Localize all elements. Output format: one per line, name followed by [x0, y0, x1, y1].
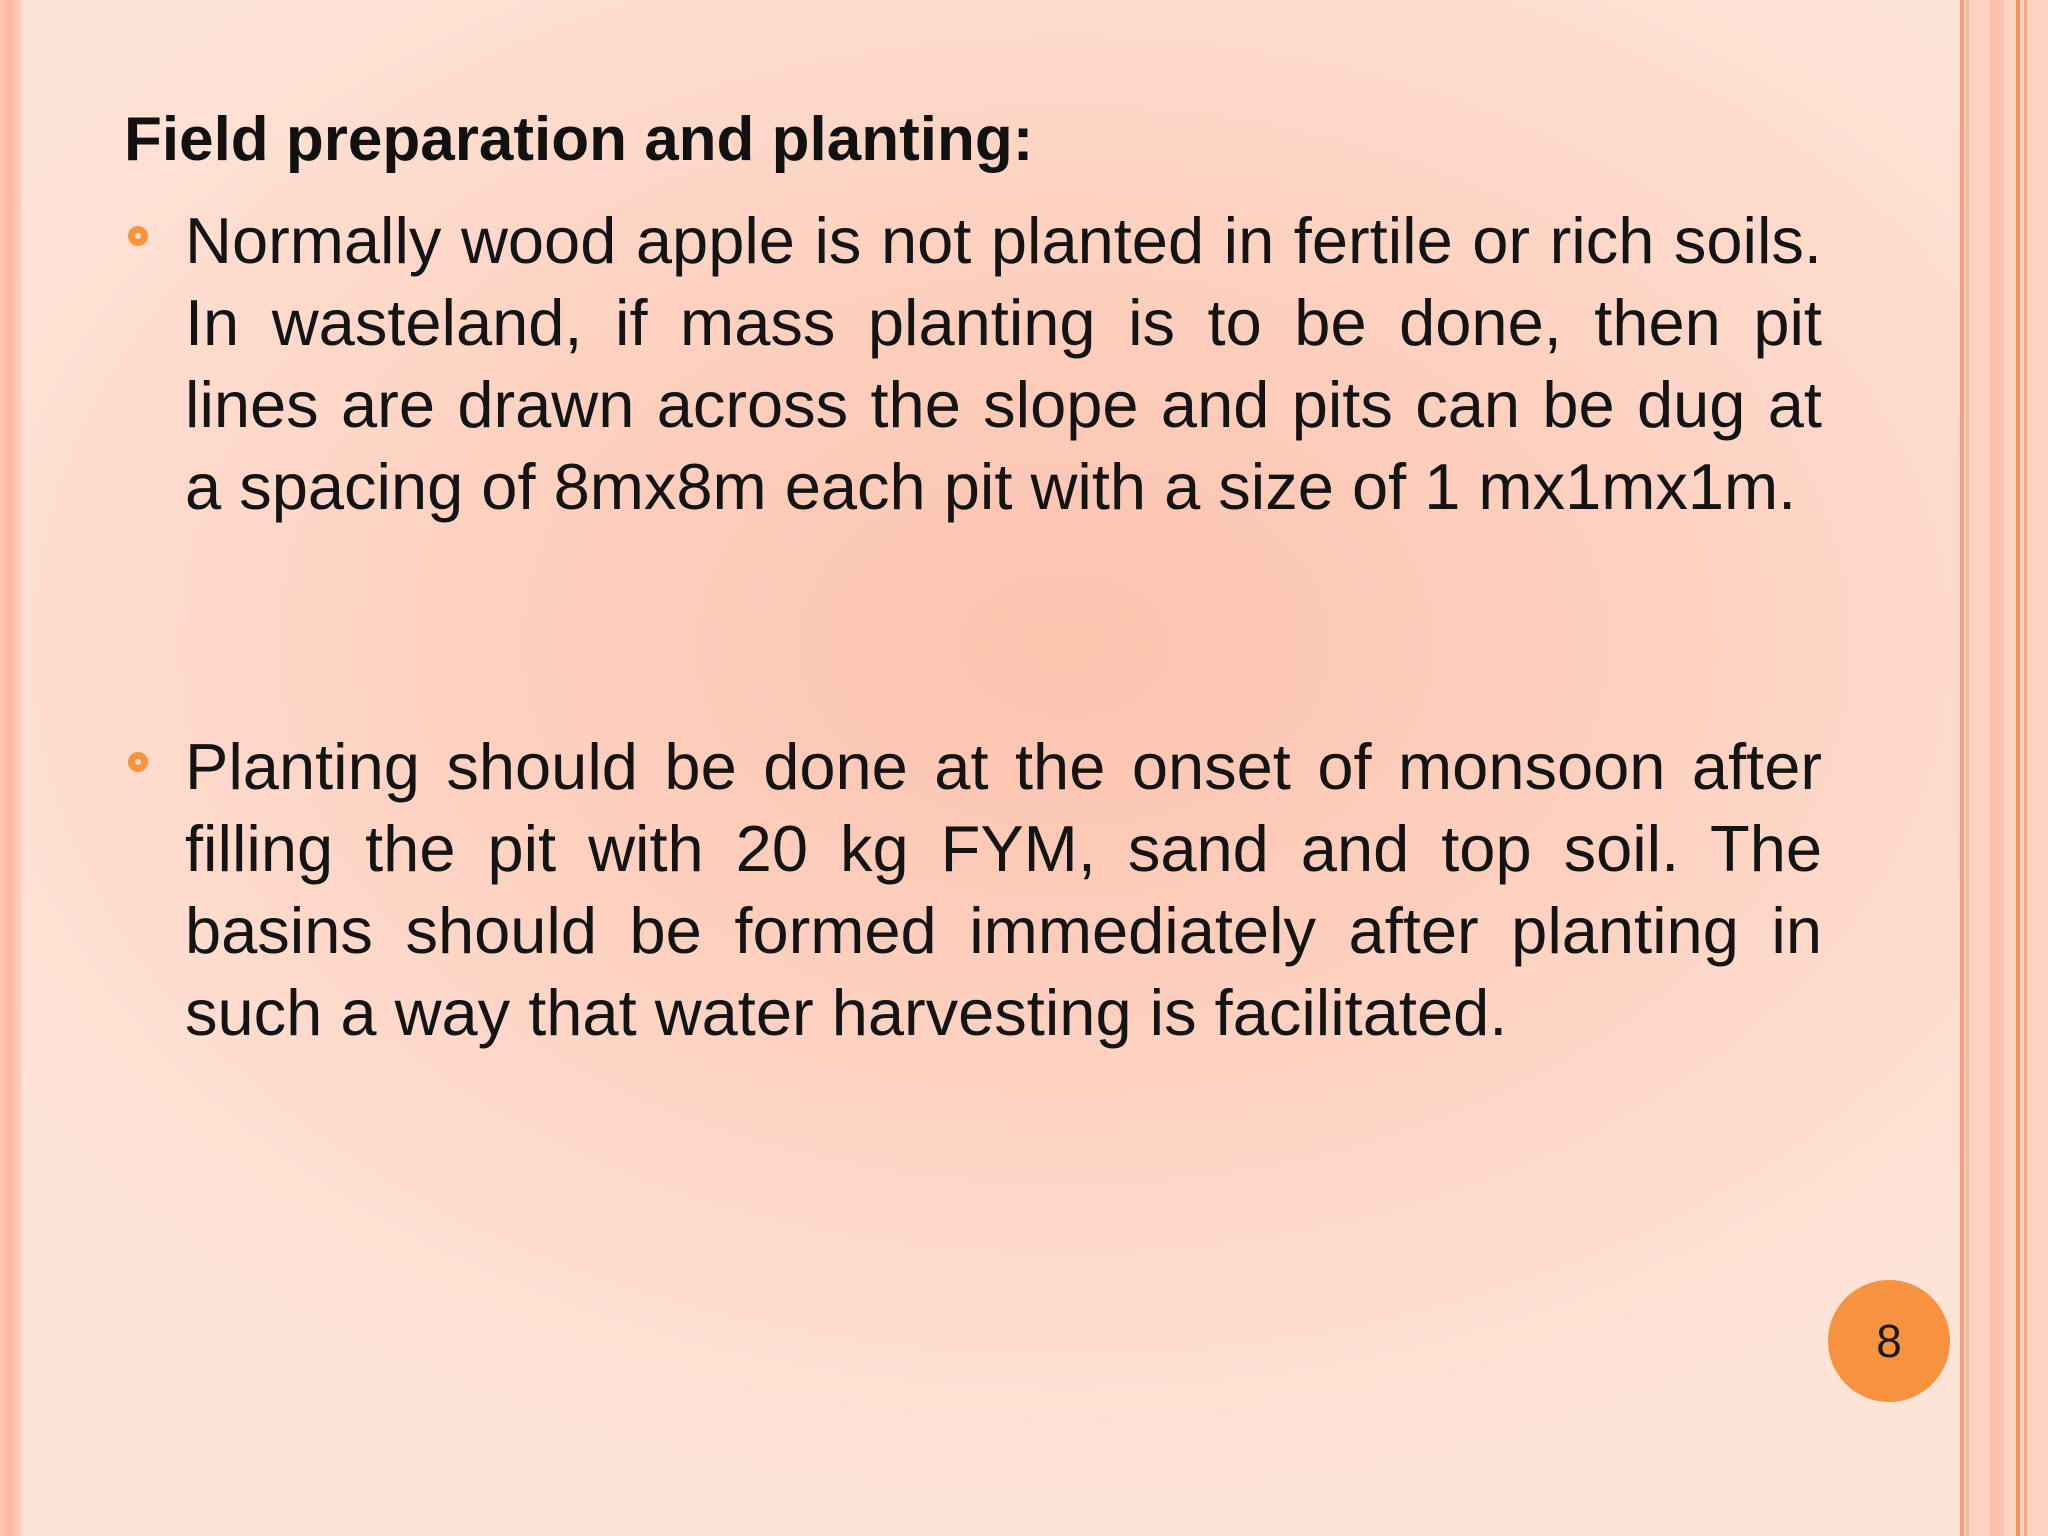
- right-decorative-border: [1960, 0, 2048, 1536]
- bullet-text: Planting should be done at the onset of monsoon after filling the pit with 20 kg FYM, sand and top soil. The basins should be formed immediately after planting in such a way that water harvesting is facilitated.: [185, 730, 1822, 1049]
- bullet-text: Normally wood apple is not planted in fertile or rich soils. In wasteland, if mass planting is to be done, then pit lines are drawn across the slope and pits can be dug at a spacing of 8mx8m each pit with a size of 1 mx1mx1m.: [185, 204, 1822, 523]
- right-border-stripe: [2024, 0, 2027, 1536]
- ring-bullet-icon: [128, 752, 148, 772]
- bullet-item: [124, 200, 1822, 528]
- ring-bullet-icon: [128, 226, 148, 246]
- bullet-item: [124, 726, 1822, 1054]
- right-border-stripe: [2016, 0, 2020, 1536]
- right-border-stripe: [1990, 0, 2004, 1536]
- right-border-stripe: [1966, 0, 1969, 1536]
- left-decorative-border: [0, 0, 22, 1536]
- slide-title: Field preparation and planting:: [124, 105, 1034, 174]
- right-border-stripe: [1960, 0, 1964, 1536]
- page-number-badge: 8: [1828, 1280, 1950, 1402]
